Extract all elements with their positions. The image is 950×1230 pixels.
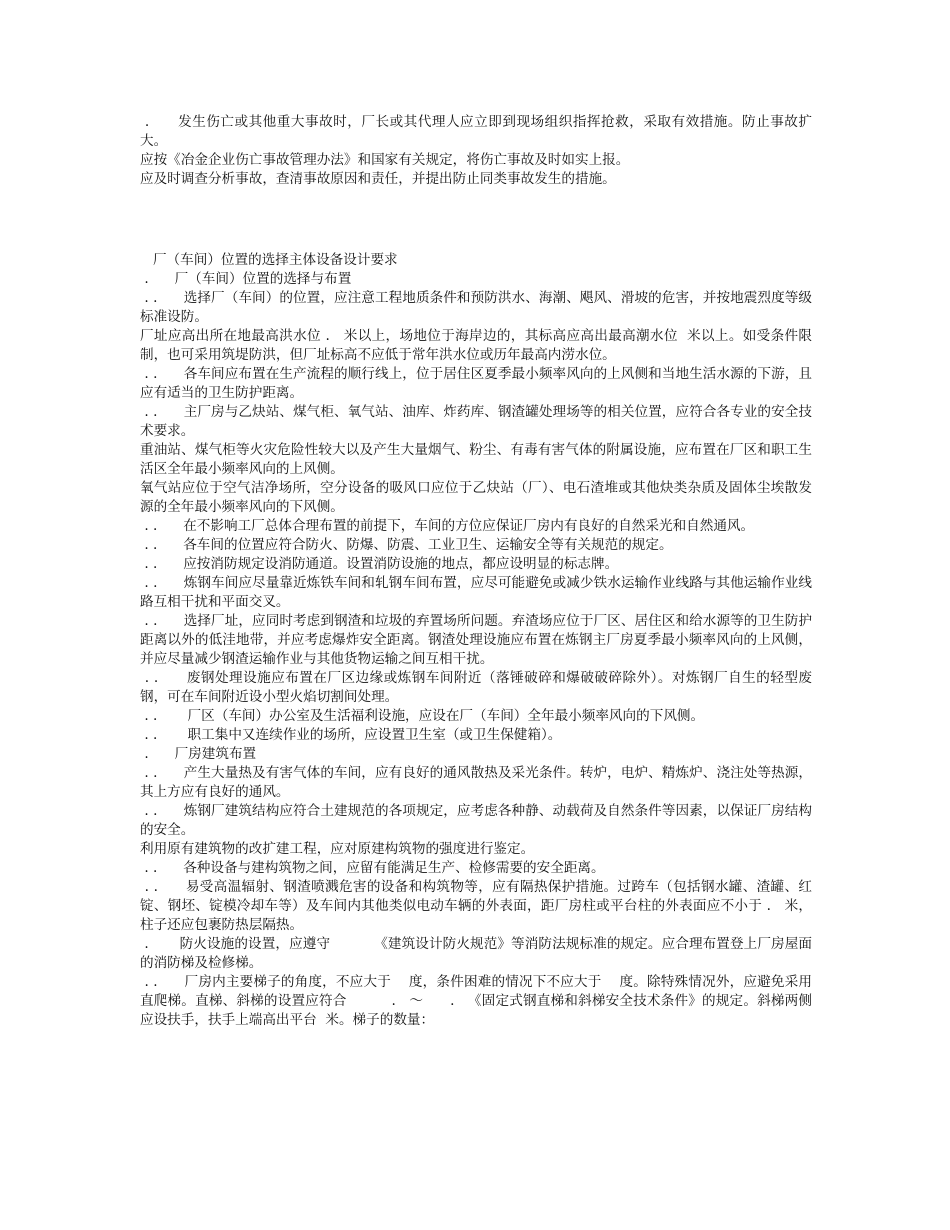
- paragraph: 厂址应高出所在地最高洪水位 . 米以上，场地位于海岸边的，其标高应高出最高潮水位 米以上。如受条件限制，也可采用筑堤防洪，但厂址标高不应低于常年洪水位或历年最高内涝水位。: [140, 328, 812, 363]
- paragraph: . . 主厂房与乙炔站、煤气柜、氧气站、油库、炸药库、钢渣罐处理场等的相关位置，应符合各专业的安全技术要求。: [140, 404, 812, 439]
- paragraph: . 厂（车间）位置的选择与布置: [140, 271, 352, 287]
- paragraph: . 发生伤亡或其他重大事故时，厂长或其代理人应立即到现场组织指挥抢救，采取有效措施。防止事故扩大。: [140, 114, 812, 149]
- paragraph: . . 易受高温辐射、钢渣喷溅危害的设备和构筑物等，应有隔热保护措施。过跨车（包括钢水罐、渣罐、红锭、钢坯、锭模冷却车等）及车间内其他类似电动车辆的外表面，距厂房柱或平台柱的外表面应不小于 . 米，柱子还应包裹防热层隔热。: [140, 879, 812, 933]
- paragraph: . . 选择厂（车间）的位置，应注意工程地质条件和预防洪水、海潮、飓风、滑坡的危害，并按地震烈度等级标准设防。: [140, 290, 812, 325]
- paragraph: 氧气站应位于空气洁净场所，空分设备的吸风口应位于乙炔站（厂）、电石渣堆或其他炔类杂质及固体尘埃散发源的全年最小频率风向的下风侧。: [140, 480, 812, 515]
- paragraph: 应及时调查分析事故，查清事故原因和责任，并提出防止同类事故发生的措施。: [140, 171, 616, 187]
- paragraph: . . 应按消防规定设消防通道。设置消防设施的地点，都应设明显的标志牌。: [140, 556, 619, 572]
- spacer: [140, 189, 812, 251]
- paragraph: . . 炼钢厂建筑结构应符合土建规范的各项规定，应考虑各种静、动载荷及自然条件等因素，以保证厂房结构的安全。: [140, 803, 812, 838]
- document-page: [140, 113, 812, 1030]
- paragraph: 利用原有建筑物的改扩建工程，应对原建构筑物的强度进行鉴定。: [140, 841, 535, 857]
- paragraph: . . 职工集中又连续作业的场所，应设置卫生室（或卫生保健箱）。: [140, 727, 562, 743]
- paragraph: . . 产生大量热及有害气体的车间，应有良好的通风散热及采光条件。转炉，电炉、精炼炉、浇注处等热源，其上方应有良好的通风。: [140, 765, 812, 800]
- subsection-heading: . 厂房建筑布置: [140, 746, 257, 762]
- paragraph: 重油站、煤气柜等火灾危险性较大以及产生大量烟气、粉尘、有毒有害气体的附属设施，应布置在厂区和职工生活区全年最小频率风向的上风侧。: [140, 442, 812, 477]
- paragraph: . . 厂房内主要梯子的角度，不应大于 度，条件困难的情况下不应大于 度。除特殊情况外，应避免采用直爬梯。直梯、斜梯的设置应符合 . ～ . 《固定式钢直梯和斜梯安全技术条件》的规定。斜梯两侧应设扶手，扶手上端高出平台 米。梯子的数量：: [140, 974, 812, 1028]
- section-title: 厂（车间）位置的选择主体设备设计要求: [140, 252, 398, 268]
- paragraph: . . 在不影响工厂总体合理布置的前提下，车间的方位应保证厂房内有良好的自然采光和自然通风。: [140, 518, 755, 534]
- paragraph: . . 各车间应布置在生产流程的顺行线上，位于居住区夏季最小频率风向的上风侧和当地生活水源的下游，且应有适当的卫生防护距离。: [140, 366, 812, 401]
- paragraph: . 防火设施的设置，应遵守 《建筑设计防火规范》等消防法规标准的规定。应合理布置登上厂房屋面的消防梯及检修梯。: [140, 936, 812, 971]
- paragraph: . . 各种设备与建构筑物之间，应留有能满足生产、检修需要的安全距离。: [140, 860, 605, 876]
- paragraph: . . 厂区（车间）办公室及生活福利设施，应设在厂（车间）全年最小频率风向的下风侧。: [140, 708, 705, 724]
- paragraph: . . 各车间的位置应符合防火、防爆、防震、工业卫生、运输安全等有关规范的规定。: [140, 537, 673, 553]
- paragraph: 应按《冶金企业伤亡事故管理办法》和国家有关规定，将伤亡事故及时如实上报。: [140, 152, 630, 168]
- paragraph: . . 废钢处理设施应布置在厂区边缘或炼钢车间附近（落锤破碎和爆破破碎除外）。对炼钢厂自生的轻型废钢，可在车间附近设小型火焰切割间处理。: [140, 670, 812, 705]
- paragraph: . . 炼钢车间应尽量靠近炼铁车间和轧钢车间布置，应尽可能避免或减少铁水运输作业线路与其他运输作业线路互相干扰和平面交叉。: [140, 575, 812, 610]
- paragraph: . . 选择厂址，应同时考虑到钢渣和垃圾的弃置场所问题。弃渣场应位于厂区、居住区和给水源等的卫生防护距离以外的低洼地带，并应考虑爆炸安全距离。钢渣处理设施应布置在炼钢主厂房夏季最小频率风向的上风侧，并应尽量减少钢渣运输作业与其他货物运输之间互相干扰。: [140, 613, 812, 667]
